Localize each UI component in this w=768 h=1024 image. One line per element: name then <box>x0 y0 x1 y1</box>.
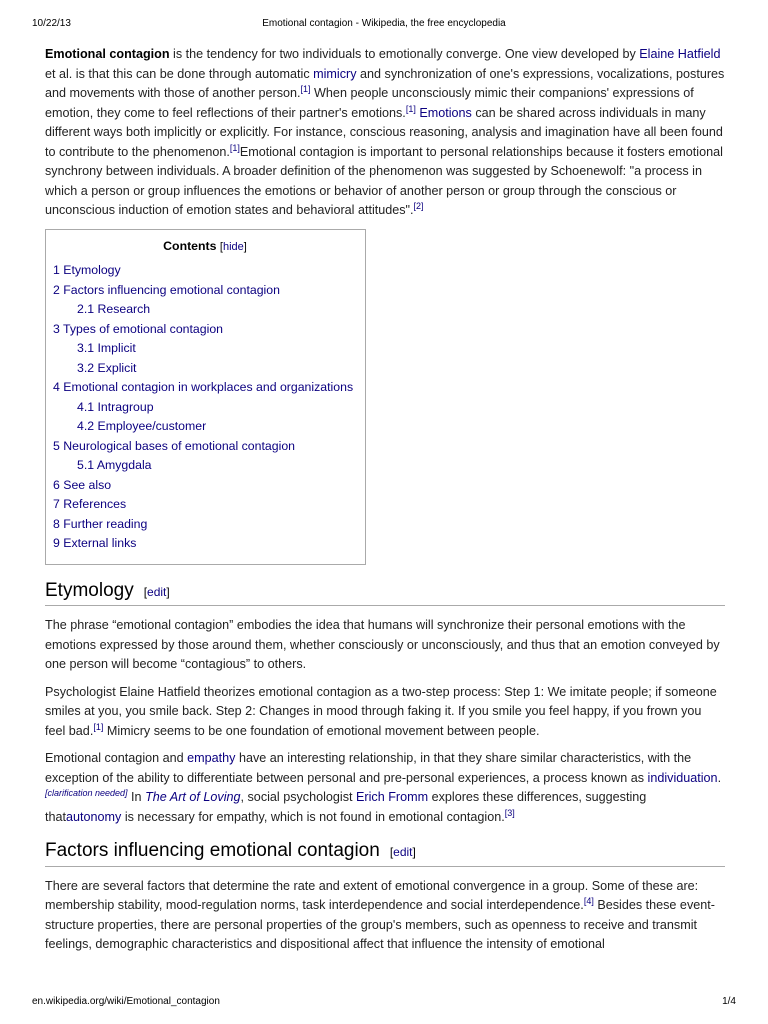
link-elaine-hatfield[interactable]: Elaine Hatfield <box>639 47 721 61</box>
factors-paragraph-1: There are several factors that determine the rate and extent of emotional convergence in a group. Some of these are: membership stability, mood-regulation norms, task interdependence and social interdependence.[4] Besides these event-structure properties, there are personal properties of the group's members, such as openness to receive and transmit feelings, demographic characteristics and dispositional affect that influence the intensity of emotional <box>45 878 715 951</box>
toc-item[interactable]: 5 Neurological bases of emotional contagion <box>53 438 295 453</box>
section-heading-factors: Factors influencing emotional contagion [edit] <box>45 841 725 867</box>
toc-item[interactable]: 3 Types of emotional contagion <box>53 321 223 336</box>
print-date: 10/22/13 <box>32 18 71 29</box>
print-title: Emotional contagion - Wikipedia, the free encyclopedia <box>262 18 506 29</box>
toc-title: Contents <box>163 238 217 253</box>
section-heading-etymology: Etymology [edit] <box>45 581 725 607</box>
toc-item[interactable]: 1 Etymology <box>53 263 121 277</box>
citation-1[interactable]: [1] <box>93 721 104 732</box>
toc-item[interactable]: 5.1 Amygdala <box>77 458 152 472</box>
toc-list <box>53 261 357 554</box>
toc-item[interactable]: 4.2 Employee/customer <box>77 419 207 433</box>
table-of-contents: Contents [hide] 1 Etymology 2 Factors influencing emotional contagion 2.1 Research 3 Types of emotional contagion 3.1 Implicit 3.2 Explicit 4 Emotional contagion in workplaces and organizations 4.1 Intragroup 4.2 Employee/customer 5 Neurological bases of emotional contagion 5.1 Amygdala 6 See also 7 References 8 Further reading 9 External links <box>45 229 366 565</box>
intro-paragraph: Emotional contagion is the tendency for two individuals to emotionally converge. One view developed by Elaine Hatfield et al. is that this can be done through automatic mimicry and synchronization of one's expressions, vocalizations, postures and movements with those of another person.[1] When people unconsciously mimic their companions' expressions of emotion, they come to feel reflections of their partner's emotions.[1] Emotions can be shared across individuals in many different ways both implicitly or explicitly. For instance, conscious reasoning, analysis and imagination have all been found to contribute to the phenomenon.[1]Emotional contagion is important to personal relationships because it fosters emotional synchrony between individuals. A broader definition of the phenomenon was suggested by Schoenewolf: "a process in which a person or group influences the emotions or behavior of another person or group through the conscious or unconscious induction of emotion states and behavioral attitudes".[2] <box>45 47 725 217</box>
toc-item[interactable]: 8 Further reading <box>53 516 148 531</box>
article-content <box>45 45 725 963</box>
citation-1[interactable]: [1] <box>300 83 311 94</box>
citation-2[interactable]: [2] <box>413 200 424 211</box>
toc-item[interactable]: 6 See also <box>53 477 112 492</box>
citation-1[interactable]: [1] <box>229 142 240 153</box>
toc-item[interactable]: 9 External links <box>53 536 137 550</box>
toc-item[interactable]: 3.2 Explicit <box>77 360 137 375</box>
clarification-needed-tag[interactable]: [clarification needed] <box>45 787 128 798</box>
toc-hide-link[interactable]: hide <box>222 240 244 253</box>
etymology-paragraph-3: Emotional contagion and empathy have an interesting relationship, in that they share similar characteristics, with the exception of the ability to differentiate between personal and pre-personal experiences, a process known as individuation.[clarification needed] In The Art of Loving, social psychologist Erich Fromm explores these differences, suggesting thatautonomy is necessary for empathy, which is not found in emotional contagion.[3] <box>45 751 722 824</box>
toc-item[interactable]: 4.1 Intragroup <box>77 399 154 414</box>
toc-item[interactable]: 2 Factors influencing emotional contagion <box>53 282 280 297</box>
edit-link[interactable]: edit <box>393 845 413 859</box>
print-url: en.wikipedia.org/wiki/Emotional_contagion <box>32 996 220 1007</box>
link-emotions[interactable]: Emotions <box>419 105 472 120</box>
etymology-paragraph-2: Psychologist Elaine Hatfield theorizes emotional contagion as a two-step process: Step 1: We imitate people; if someone smiles at you, you smile back. Step 2: Changes in mood through faking it. If you smile you feel happy, if you frown you feel bad.[1] Mimicry seems to be one foundation of emotional movement between people. <box>45 684 717 738</box>
citation-3[interactable]: [3] <box>504 807 515 818</box>
print-page-number: 1/4 <box>722 996 736 1007</box>
toc-item[interactable]: 4 Emotional contagion in workplaces and organizations <box>53 380 354 394</box>
toc-item[interactable]: 3.1 Implicit <box>77 341 136 355</box>
toc-item[interactable]: 2.1 Research <box>77 302 151 316</box>
etymology-paragraph-1: The phrase “emotional contagion” embodies the idea that humans will synchronize their personal emotions with the emotions expressed by those around them, whether consciously or unconsciously, and thus that an emotion conveyed by one person will become “contagious” to others. <box>45 618 720 671</box>
link-mimicry[interactable]: mimicry <box>313 66 357 81</box>
link-art-of-loving[interactable]: The Art of Loving <box>145 790 241 804</box>
citation-1[interactable]: [1] <box>405 103 416 114</box>
link-individuation[interactable]: individuation <box>647 770 718 785</box>
link-autonomy[interactable]: autonomy <box>66 809 122 824</box>
link-erich-fromm[interactable]: Erich Fromm <box>356 790 429 804</box>
edit-link[interactable]: edit <box>147 584 167 599</box>
link-empathy[interactable]: empathy <box>187 751 236 765</box>
article-term: Emotional contagion <box>45 47 170 61</box>
toc-item[interactable]: 7 References <box>53 497 127 511</box>
citation-4[interactable]: [4] <box>583 895 594 906</box>
